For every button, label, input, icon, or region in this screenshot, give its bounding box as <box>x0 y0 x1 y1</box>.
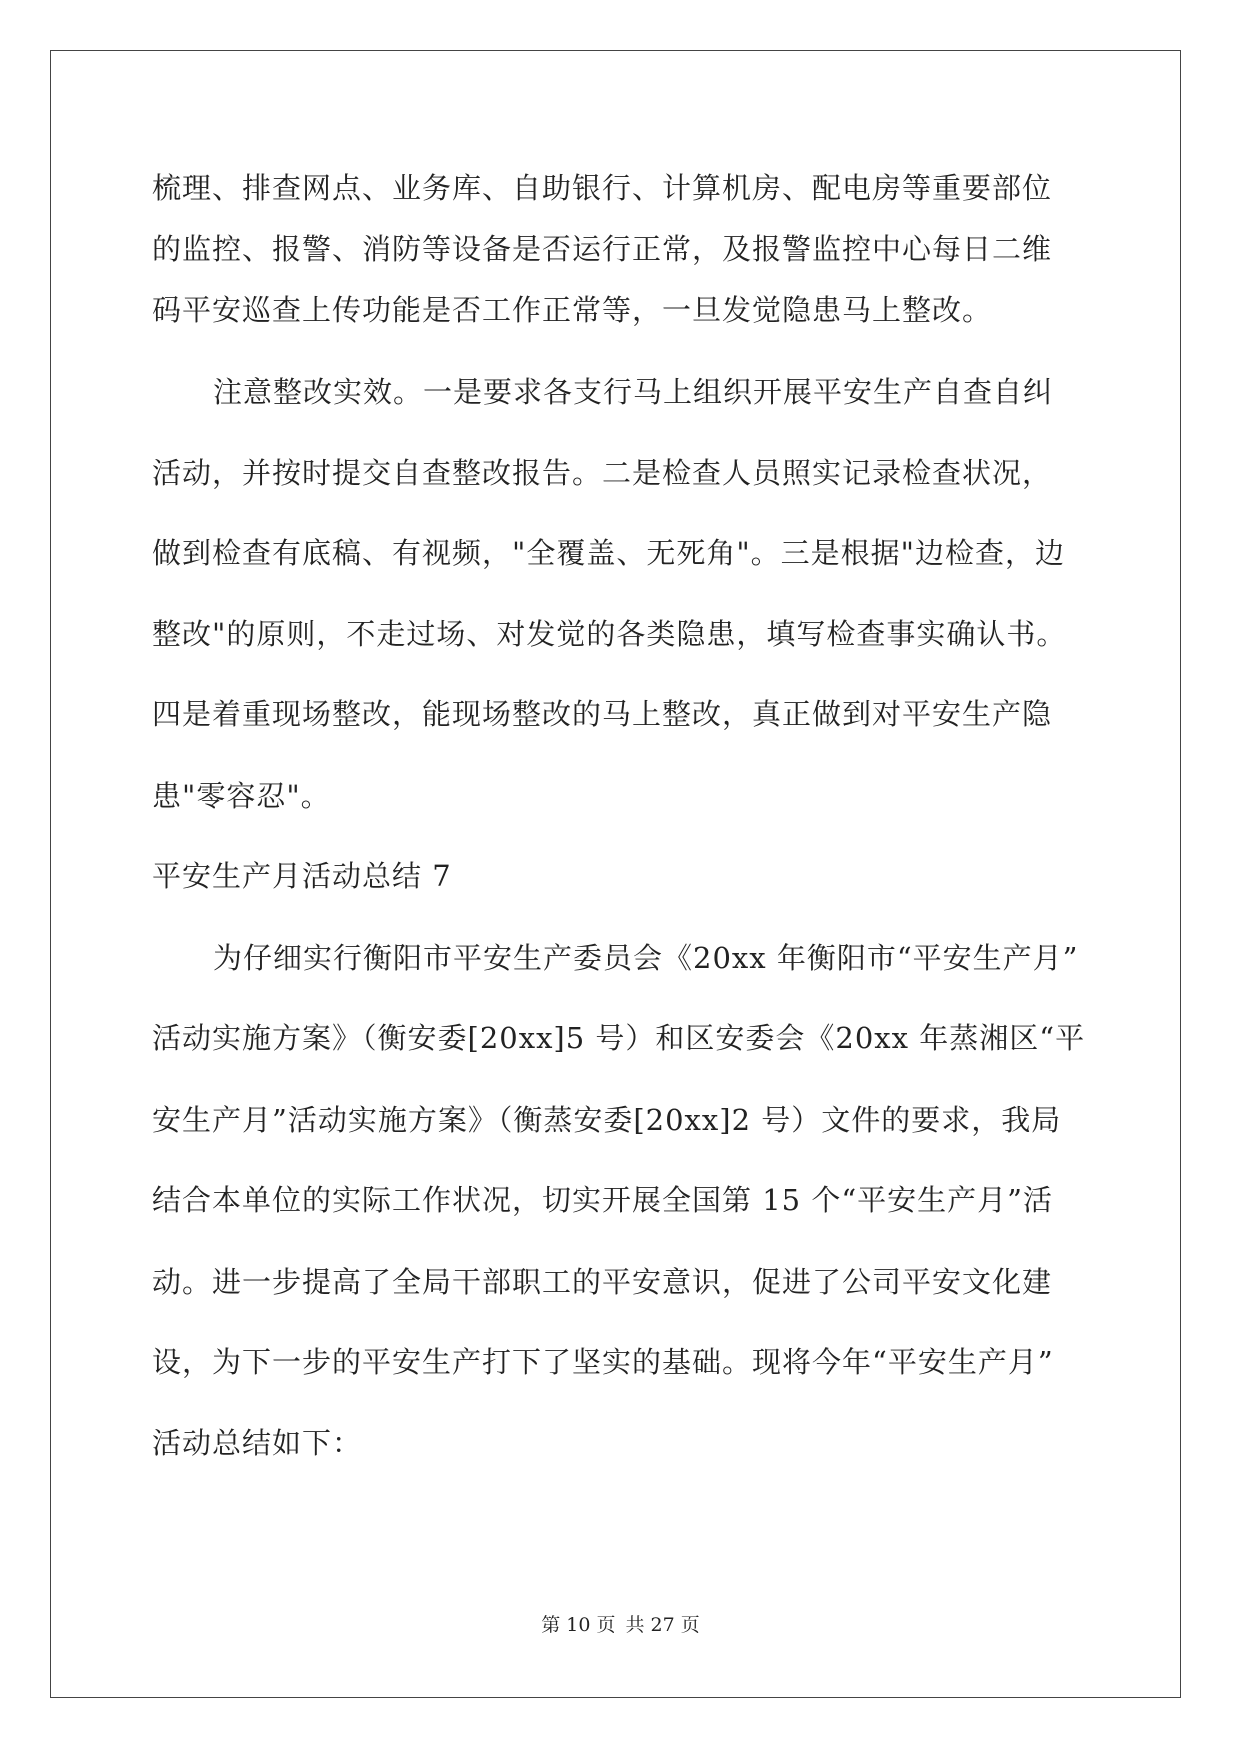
body-line: 安生产月”活动实施方案》（衡蒸安委[20xx]2 号）文件的要求，我局 <box>152 1103 1062 1137</box>
paragraph-start-line: 为仔细实行衡阳市平安生产委员会《20xx 年衡阳市“平安生产月” <box>213 941 1079 975</box>
page-total: 共 27 页 <box>625 1614 700 1636</box>
body-line: 结合本单位的实际工作状况，切实开展全国第 15 个“平安生产月”活 <box>152 1183 1053 1217</box>
page-footer <box>0 1613 1241 1637</box>
body-line: 做到检查有底稿、有视频，"全覆盖、无死角"。三是根据"边检查，边 <box>152 536 1066 570</box>
body-line: 码平安巡查上传功能是否工作正常等，一旦发觉隐患马上整改。 <box>152 293 993 327</box>
body-line: 活动，并按时提交自查整改报告。二是检查人员照实记录检查状况， <box>152 456 1053 490</box>
body-line: 整改"的原则，不走过场、对发觉的各类隐患，填写检查事实确认书。 <box>152 617 1067 651</box>
body-line: 的监控、报警、消防等设备是否运行正常，及报警监控中心每日二维 <box>152 232 1053 266</box>
body-line: 设，为下一步的平安生产打下了坚实的基础。现将今年“平安生产月” <box>152 1345 1054 1379</box>
paragraph-start-line: 注意整改实效。一是要求各支行马上组织开展平安生产自查自纠 <box>213 375 1054 409</box>
body-line: 梳理、排查网点、业务库、自助银行、计算机房、配电房等重要部位 <box>152 171 1053 205</box>
body-line: 患"零容忍"。 <box>152 779 331 813</box>
body-line: 四是着重现场整改，能现场整改的马上整改，真正做到对平安生产隐 <box>152 697 1053 731</box>
body-line: 活动实施方案》（衡安委[20xx]5 号）和区安委会《20xx 年蒸湘区“平 <box>152 1021 1086 1055</box>
body-line: 动。进一步提高了全局干部职工的平安意识，促进了公司平安文化建 <box>152 1265 1053 1299</box>
section-heading: 平安生产月活动总结 7 <box>152 859 452 893</box>
page-number: 第 10 页 <box>541 1614 616 1636</box>
body-line: 活动总结如下： <box>152 1426 363 1460</box>
